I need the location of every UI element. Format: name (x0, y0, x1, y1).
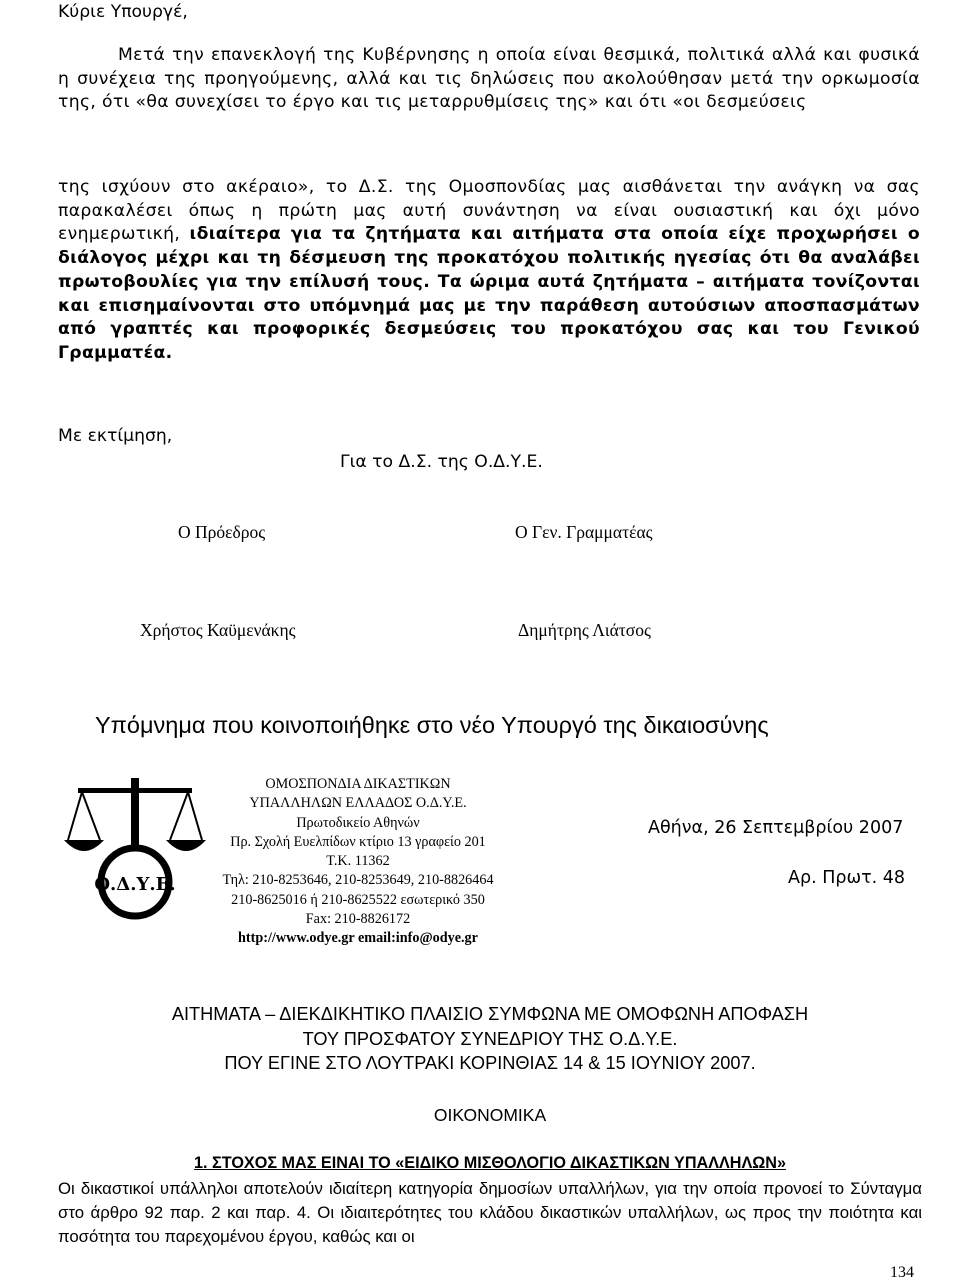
letter-date: Αθήνα, 26 Σεπτεμβρίου 2007 (648, 818, 904, 838)
org-web-email: http://www.odye.gr email:info@odye.gr (238, 930, 478, 947)
logo-text: Ο.Δ.Υ.Ε. (94, 874, 176, 895)
memo-heading: Υπόμνημα που κοινοποιήθηκε στο νέο Υπουργό της δικαιοσύνης (95, 712, 769, 738)
protocol-number: Αρ. Πρωτ. 48 (788, 868, 906, 888)
org-logo (60, 770, 210, 920)
closing: Με εκτίμηση, (58, 426, 173, 446)
demands-line-3: ΠΟΥ ΕΓΙΝΕ ΣΤΟ ΛΟΥΤΡΑΚΙ ΚΟΡΙΝΘΙΑΣ 14 & 15 ΙΟΥΝΙΟΥ 2007. (224, 1053, 756, 1073)
section-title: ΟΙΚΟΝΟΜΙΚΑ (433, 1105, 547, 1125)
role-secretary: Ο Γεν. Γραμματέας (515, 522, 653, 542)
paragraph-2-text: της ισχύουν στο ακέραιο», το Δ.Σ. της Ομοσπονδίας μας αισθάνεται την ανάγκη να σας παρακαλέσει όπως η πρώτη μας αυτή συνάντηση να είναι ουσιαστική και όχι μόνο ενημερωτική, (58, 177, 920, 245)
goal-heading: 1. ΣΤΟΧΟΣ ΜΑΣ ΕΙΝΑΙ ΤΟ «ΕΙΔΙΚΟ ΜΙΣΘΟΛΟΓΙΟ ΔΙΚΑΣΤΙΚΩΝ ΥΠΑΛΛΗΛΩΝ» (194, 1154, 786, 1172)
demands-line-2: ΤΟΥ ΠΡΟΣΦΑΤΟΥ ΣΥΝΕΔΡΙΟΥ ΤΗΣ Ο.Δ.Υ.Ε. (302, 1028, 678, 1049)
for-org-label: Για το Δ.Σ. της Ο.Δ.Υ.Ε. (340, 452, 543, 472)
paragraph-2-bold-text: ιδιαίτερα για τα ζητήματα και αιτήματα στα οποία είχε προχωρήσει ο διάλογος μέχρι και τη δέσμευση της προκατόχου πολιτικής ηγεσίας ότι θα αναλάβει πρωτοβουλίες για την επίλυσή τους. Τα ώριμα αυτά ζητήματα – αιτήματα τονίζονται και επισημαίνονται στο υπόμνημά μας με την παράθεση αυτούσιων αποσπασμάτων από γραπτές και προφορικές δεσμεύσεις του προκατόχου σας και του Γενικού Γραμματέα. (58, 224, 920, 363)
letter-paragraph-1: Μετά την επανεκλογή της Κυβέρνησης η οποία είναι θεσμικά, πολιτικά αλλά και φυσικά η συνέχεια της προηγούμενης, αλλά και τις δηλώσεις που ακολούθησαν μετά την ορκωμοσία της, ότι «θα συνεχίσει το έργο και τις μεταρρυθμίσεις της» και ότι «οι δεσμεύσεις (58, 45, 920, 113)
role-president: Ο Πρόεδρος (178, 522, 266, 542)
org-court: Πρωτοδικείο Αθηνών (296, 814, 420, 831)
name-president: Χρήστος Καϋμενάκης (140, 620, 296, 640)
name-secretary: Δημήτρης Λιάτσος (518, 620, 651, 640)
org-phones: Τηλ: 210-8253646, 210-8253649, 210-8826464 (222, 872, 494, 889)
org-letterhead (192, 775, 524, 949)
org-postcode: Τ.Κ. 11362 (326, 853, 390, 870)
demands-heading (60, 1002, 920, 1076)
scales-of-justice-icon (60, 770, 210, 920)
org-phones-2: 210-8625016 ή 210-8625522 εσωτερικό 350 (231, 891, 485, 908)
org-fax: Fax: 210-8826172 (305, 911, 411, 928)
goal-text: Οι δικαστικοί υπάλληλοι αποτελούν ιδιαίτερη κατηγορία δημοσίων υπαλλήλων, για την οποία προνοεί το Σύνταγμα στο άρθρο 92 παρ. 2 και παρ. 4. Οι ιδιαιτερότητες του κλάδου δικαστικών υπαλλήλων, ως προς την ποιότητα και ποσότητα του παρεχομένου έργου, καθώς και οι (58, 1179, 922, 1246)
org-address: Πρ. Σχολή Ευελπίδων κτίριο 13 γραφείο 201 (230, 833, 486, 850)
salutation: Κύριε Υπουργέ, (58, 2, 188, 22)
org-name-line-2: ΥΠΑΛΛΗΛΩΝ ΕΛΛΑΔΟΣ Ο.Δ.Υ.Ε. (249, 795, 467, 812)
org-name-line-1: ΟΜΟΣΠΟΝΔΙΑ ΔΙΚΑΣΤΙΚΩΝ (265, 776, 451, 792)
demands-line-1: ΑΙΤΗΜΑΤΑ – ΔΙΕΚΔΙΚΗΤΙΚΟ ΠΛΑΙΣΙΟ ΣΥΜΦΩΝΑ ΜΕ ΟΜΟΦΩΝΗ ΑΠΟΦΑΣΗ (171, 1004, 809, 1024)
page-number: 134 (890, 1264, 914, 1281)
letter-paragraph-2 (58, 176, 920, 366)
